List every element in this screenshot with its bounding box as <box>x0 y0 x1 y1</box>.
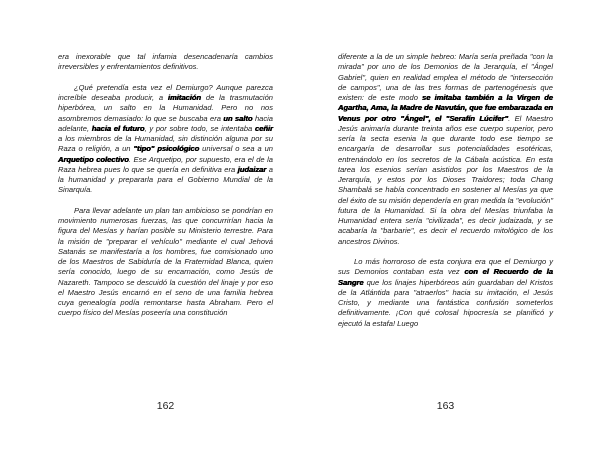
bold-phrase: Arquetipo colectivo <box>58 154 129 164</box>
bold-phrase: judaizar <box>237 164 267 174</box>
paragraph <box>58 206 273 319</box>
text-run: Para llevar adelante un plan tan ambicioso se pondrían en movimiento numerosas fuerzas, las que concurrirían hacia la figura del Mesías y harían posible su Ministerio terrestre. Para la misión de "preparar el vehículo" mediante el cual Jehová Satanás se manifestaría a los hombres, fue comisionado uno de los Maestros de Sabiduría de la Fraternidad Blanca, quien sería conocido, luego de su encarnación, como Jesús de Nazareth. Tampoco se descuidó la cuestión del linaje y por eso el Maestro Jesús encarnó en el seno de una familia hebrea cuya genealogía podía remontarse hasta Abraham. Pero el cuerpo físico del Mesías poseería una constitución <box>58 205 273 318</box>
paragraph <box>58 83 273 196</box>
bold-phrase: se imitaba también a la Virgen de Agartha, Ama, la Madre de Navután, que fue embarazada en Venus por otro "Ángel", el "Serafín Lúcifer" <box>338 93 553 123</box>
text-run: ¿Qué pretendía esta vez el Demiurgo? Aunque parezca increíble deseaba producir, a <box>58 82 273 102</box>
text-run: . Ese Arquetipo, por supuesto, era el de la Raza hebrea pues lo que se quería en definitiva era <box>58 154 274 174</box>
left-page-text <box>58 52 273 319</box>
bold-phrase: ceñir <box>254 123 273 133</box>
right-page <box>338 52 553 329</box>
text-run: a la humanidad y prepararla para el Gobierno Mundial de la Sinarquía. <box>58 164 273 195</box>
text-run: que los linajes hiperbóreos aún guardaban del Kristos de la Atlántida para "atraerlos" hacia su imitación, el Jesús Cristo, y mediante una fantástica confusión someterlos definitivamente. ¡Con qué colosal hipocresía se planificó y ejecutó la estafa! Luego <box>338 277 553 328</box>
text-run: de la trasmutación hiperbórea, un salto en la Humanidad. Pero no nos asombremos demasiado: lo que se buscaba era <box>58 93 274 123</box>
left-page <box>58 52 273 319</box>
page-number-right: 163 <box>436 400 455 412</box>
text-run: hacia adelante, <box>58 113 273 133</box>
bold-phrase: imitación <box>167 93 202 102</box>
bold-phrase: un salto <box>223 113 253 123</box>
paragraph <box>58 52 273 73</box>
text-run: a los miembros de la Humanidad, sin distinción alguna por su Raza o religión, a un <box>58 134 273 154</box>
page-number-left: 162 <box>156 400 175 412</box>
text-run: diferente a la de un simple hebreo: María sería preñada "con la mirada" por uno de los Demonios de la Jerarquía, el "Ángel Gabriel", quien en realidad emplea el método de "intersección de campos", una de las tres formas de partenogénesis que existen: de este modo <box>338 52 553 102</box>
bold-phrase: con el Recuerdo de la Sangre <box>338 267 553 287</box>
bold-phrase: "tipo" psicológico <box>133 144 200 154</box>
text-run: Lo más horroroso de esta conjura era que el Demiurgo y sus Demonios contaban esta vez <box>338 257 553 277</box>
text-run: era inexorable que tal infamia desencadenaría cambios irreversibles y enfrentamientos definitivos. <box>58 52 273 72</box>
paragraph <box>338 52 553 247</box>
text-run: universal o sea a un <box>199 144 273 154</box>
bold-phrase: hacia el futuro <box>91 123 145 133</box>
text-run: , y por sobre todo, se intentaba <box>144 123 255 133</box>
right-page-text <box>338 52 553 329</box>
text-run: . El Maestro Jesús animaría durante treinta años ese cuerpo superior, pero sería la secta esenia la que durante todo ese tiempo se encargaría de desarrollar sus potencialidades esotéricas, entrenándolo en los secretos de la Cábala acústica. En esta tarea los esenios serían asistidos por los Maestros de la Jerarquía, y estos por los Dioses Traidores; toda Chang Shambalá se había concentrado en sostener al Mesías ya que del éxito de su misión dependería en gran medida la "evolución" futura de la Humanidad. Si la obra del Mesías triunfaba la Humanidad entera sería "civilizada", es decir judaizada, y se acabaría la "barbarie", es decir el recuerdo mitológico de los ancestros Divinos. <box>338 113 553 246</box>
paragraph <box>338 257 553 329</box>
